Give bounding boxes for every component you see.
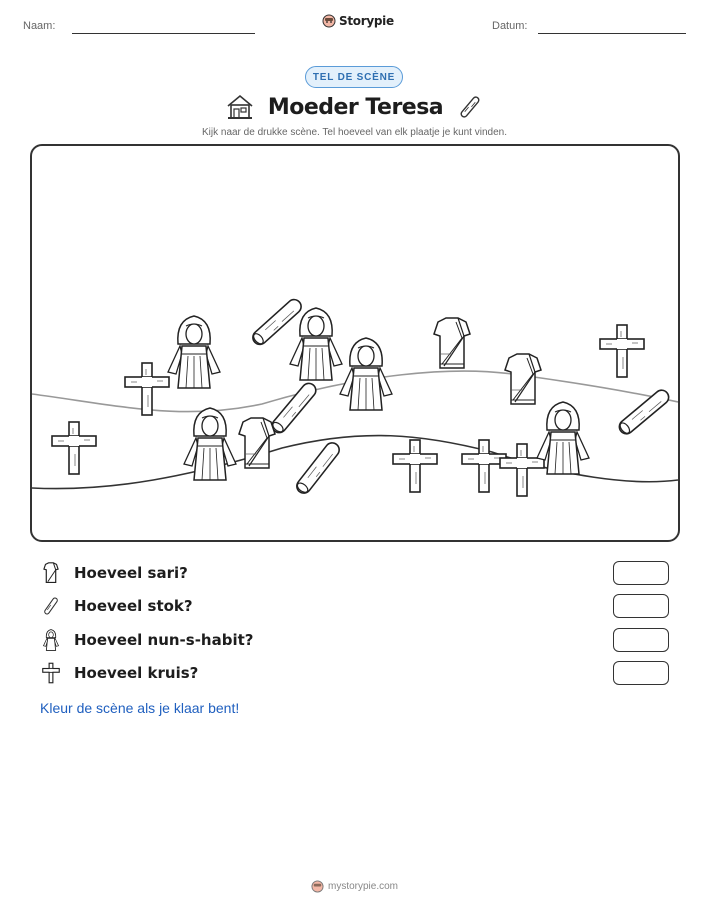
scene-nun [340, 338, 392, 410]
question-label: Hoeveel stok? [74, 597, 193, 615]
question-row-sari [40, 560, 670, 586]
scene-sari [505, 354, 541, 404]
coloring-instruction: Kleur de scène als je klaar bent! [40, 700, 240, 716]
scene-illustration [32, 146, 678, 540]
scene-nun [290, 308, 342, 380]
instruction-text: Kijk naar de drukke scène. Tel hoeveel van elk plaatje je kunt vinden. [201, 127, 507, 138]
scene-nun [184, 408, 236, 480]
question-row-cross [40, 660, 670, 686]
question-row-nun-habit [40, 627, 670, 653]
name-label: Naam: [23, 20, 56, 32]
storypie-mascot-icon [322, 14, 336, 28]
scene-sari [239, 418, 275, 468]
date-field[interactable] [538, 33, 686, 34]
counting-scene [30, 144, 680, 542]
site-url[interactable]: mystorypie.com [327, 881, 398, 892]
scene-stick [294, 440, 342, 496]
scene-sari [434, 318, 470, 368]
stick-icon [40, 594, 62, 618]
name-field[interactable] [72, 33, 255, 34]
brand-name: Storypie [339, 14, 394, 28]
scene-cross [500, 444, 544, 496]
scene-cross [600, 325, 644, 377]
scene-stick [250, 297, 304, 348]
question-row-stick [40, 593, 670, 619]
scene-cross [52, 422, 96, 474]
answer-box-nun-habit[interactable] [613, 628, 669, 652]
storypie-mascot-icon [311, 880, 324, 893]
question-label: Hoeveel sari? [74, 564, 188, 582]
question-label: Hoeveel kruis? [74, 664, 199, 682]
activity-badge: TEL DE SCÈNE [305, 66, 403, 88]
house-icon [226, 94, 254, 120]
scene-nun [168, 316, 220, 388]
title-row [0, 90, 709, 124]
date-label: Datum: [492, 20, 528, 32]
nun-habit-icon [40, 628, 62, 652]
stick-icon [457, 94, 483, 120]
scene-cross [393, 440, 437, 492]
cross-icon [40, 661, 62, 685]
answer-box-stick[interactable] [613, 594, 669, 618]
answer-box-sari[interactable] [613, 561, 669, 585]
answer-box-cross[interactable] [613, 661, 669, 685]
brand-logo [322, 14, 394, 28]
page-title: Moeder Teresa [267, 94, 444, 120]
question-label: Hoeveel nun-s-habit? [74, 631, 254, 649]
scene-stick [269, 381, 318, 436]
footer-site [0, 880, 709, 893]
sari-icon [40, 561, 62, 585]
